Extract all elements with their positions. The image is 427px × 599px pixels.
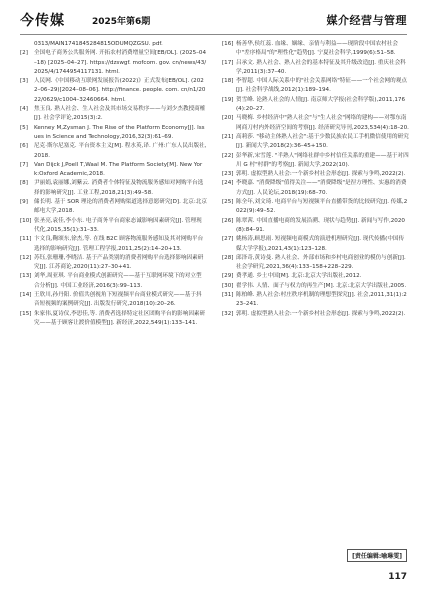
issue-label: 2025年第6期 xyxy=(92,17,151,27)
reference-text: 郭明. 虚拟型熟人社会:一个新乡村社会形态[J]. 探索与争鸣,2022(2). xyxy=(236,171,406,178)
reference-text: 刘华,周亚琪. 平台商业模式创新研究——基于互联网环境下的对立型合分析[J]. 中国工业经济,2016(3):99–113. xyxy=(34,273,202,289)
reference-item xyxy=(20,40,207,49)
reference-text: 贺雪峰. 论熟人社会的人情[J]. 南京师大学报(社会科学版),2011,176(4):20–27. xyxy=(236,96,406,113)
reference-number: [32] xyxy=(222,310,234,317)
reference-item xyxy=(20,77,207,105)
reference-item xyxy=(222,114,409,133)
reference-number: [9] xyxy=(20,199,28,206)
reference-item xyxy=(20,291,207,310)
reference-text: 王欣川,孙丹阳. 价值共创视角下短视频平台商业模式研究——基于抖音短视频的案例研究[J]. 出版发行研究,2018(10):20–26. xyxy=(34,292,202,308)
reference-number: [2] xyxy=(20,50,28,57)
reference-text: 姚杨涛,顾思雨. 短视频电商模式的演进机理研究[J]. 现代传播(中国传媒大学学报),2021,43(1):123–128. xyxy=(236,236,405,252)
reference-number: [10] xyxy=(20,217,32,224)
reference-item xyxy=(222,170,409,179)
reference-number: [19] xyxy=(222,96,234,103)
reference-item xyxy=(222,235,409,254)
reference-item xyxy=(20,254,207,273)
reference-text: 尹丽娟,袁丽娜,刘紫云. 消费者个体特征及物流服务感知对网购平台选择的影响研究[J]. 工业工程,2018,21(3):49–58. xyxy=(34,180,204,196)
reference-item xyxy=(20,235,207,254)
reference-text: 郭明. 虚拟型熟人社会:一个新乡村社会形态[J]. 探索与争鸣,2022(2). xyxy=(236,310,406,317)
reference-item xyxy=(20,217,207,236)
reference-text: 翟学伟. 人情、面子与权力的再生产[M]. 北京:北京大学出版社,2005. xyxy=(236,282,407,289)
reference-item xyxy=(222,59,409,78)
reference-item xyxy=(222,310,409,319)
page-number: 117 xyxy=(388,572,407,582)
reference-item xyxy=(222,77,409,96)
reference-number: [7] xyxy=(20,161,28,168)
reference-number: [22] xyxy=(222,152,234,159)
reference-item xyxy=(222,272,409,281)
reference-text: 陈翠茜. 中国直播电商的发展沿溯、现状与趋势[J]. 新闻与写作,2020(8):84–91. xyxy=(236,217,405,233)
reference-item xyxy=(222,282,409,291)
reference-number: [26] xyxy=(222,217,234,224)
reference-text: 李晓嘉. "消费降级"值得关注——"消费降级"是涅方理性、实惠的消费方式[J]. 人民论坛,2018(19):68–70. xyxy=(236,180,407,196)
reference-item xyxy=(20,142,207,161)
reference-number: [11] xyxy=(20,236,32,243)
reference-text: 储长明. 基于 SOR 理论的消费者网购渠道选择意愿研究[D]. 北京:北京邮电大学,2018. xyxy=(34,199,207,215)
reference-text: 人民网.《中国移动互联网发展报告(2022)》正式发布[EB/OL]. (2022–06–29)[2024–08–06]. http://finance. people. com. cn/n1/2022/0629/c1004–32460664. html. xyxy=(34,78,206,103)
reference-item xyxy=(222,40,409,59)
reference-number: [13] xyxy=(20,273,32,280)
reference-text: 张圣亮,袁佳,李小东. 电子商务平台商家态诚影响因素研究[J]. 管理现代化,2015,35(1):31–33. xyxy=(34,217,202,233)
reference-text: 费孝通. 乡土中国[M]. 北京:北京大学出版社,2012. xyxy=(236,273,362,280)
reference-text: 朱家伟,夏诗仪,李思佳,等. 消费者选择特定社区团购平台的影响因素研究——基于顾客让渡价值模型[J]. 新经济,2022,549(1):133–141. xyxy=(34,310,206,326)
reference-number: [4] xyxy=(20,106,28,113)
reference-text: 苏钰,张珊珊,李晓洁. 基于产品类别的消费者网购平台选择影响因素研究[J]. 江苏商论,2020(11):27–30+41. xyxy=(34,254,204,271)
reference-item xyxy=(222,217,409,236)
reference-number: [12] xyxy=(20,254,32,261)
reference-number: [29] xyxy=(222,273,234,280)
reference-item xyxy=(20,105,207,124)
reference-text: 尼克·斯尔尼塞克. 平台资本主义[M]. 程水英,译. 广州:广东人民出版社,2018. xyxy=(34,143,207,159)
reference-text: 全国电子商务公共服务网. 开拓农村消费增量空间[EB/OL]. (2025–04–18) [2025–04–27]. https://dzswgf. mofcom. gov. cn/news/43/2025/4/1744954117131. html. xyxy=(34,50,207,75)
reference-number: [16] xyxy=(222,41,234,47)
reference-text: 卞文良,鞠颂东,徐杰,等. 在线 B2C 顾客物流服务感知及其对网购平台选择的影响研究[J]. 管理工程学报,2011,25(2):14–20+13. xyxy=(34,236,204,252)
reference-number: [3] xyxy=(20,78,28,85)
reference-text: 杨善华,侯红蕊. 血缘、姻缘、亲情与利益——现阶段中国农村社会中"差序格局"的"理性化"趋势[J]. 宁夏社会科学,1999(6):51–58. xyxy=(236,41,398,57)
references-left-column xyxy=(20,40,207,328)
reference-item xyxy=(222,96,409,115)
reference-number: [15] xyxy=(20,310,32,317)
header-rule xyxy=(20,34,407,35)
reference-item xyxy=(20,49,207,77)
reference-number: [5] xyxy=(20,124,28,131)
reference-number: [28] xyxy=(222,254,234,261)
reference-text: Kenney M,Zysman J. The Rise of the Platform Economy[J]. Issues in Science and Technology,2016,32(3):61–69. xyxy=(34,124,205,140)
reference-text: 吕承文. 熟人社会、熟人社会的基本特征及其升级改造[J]. 重庆社会科学,2011(3):37–40. xyxy=(236,59,406,75)
reference-number: [27] xyxy=(222,236,234,243)
reference-number: [30] xyxy=(222,282,234,289)
reference-number: [24] xyxy=(222,180,234,187)
reference-item xyxy=(222,291,409,310)
editor-note: [责任编辑:喻琳雯] xyxy=(347,549,407,562)
reference-text: 马晓梅. 乡村经济中"熟人社会"与"生人社会"网络的建构——对鄂东南网商刀村内外经济空间的考察[J]. 经济研究导刊,2023,534(4):18–20. xyxy=(236,115,409,131)
reference-number: [6] xyxy=(20,143,28,150)
reference-text: 陈全年,刘文琦. 电商平台与短视频平台直播带货的比较研究[J]. 传媒,2022(9):49–52. xyxy=(236,199,408,215)
reference-item xyxy=(222,152,409,171)
reference-number: [21] xyxy=(222,133,234,140)
reference-item xyxy=(20,198,207,217)
reference-item xyxy=(20,310,207,329)
reference-item xyxy=(20,179,207,198)
reference-text: 李智超. 中国人际关系中的"社会关系网络"特征——一个社会网的观点[J]. 社会科学战线,2012(1):189–194. xyxy=(236,78,407,94)
reference-text: 焦玉良. 熟人社会、生人社会及其市场交易秩序——与刘少杰教授商榷[J]. 社会学评论,2015(3):2. xyxy=(34,106,206,122)
journal-brand: 今传媒 xyxy=(20,13,65,29)
reference-text: 陈柏峰. 熟人社会:村庄秩序机制的理想型探究[J]. 社会,2011,31(1):223–241. xyxy=(236,292,407,308)
reference-item xyxy=(222,179,409,198)
reference-number: [31] xyxy=(222,292,234,299)
reference-number: [18] xyxy=(222,78,234,85)
reference-text: 0313/MAIN1741845284815ODUMQZGSU. pdf. xyxy=(34,41,163,47)
reference-text: 彭华新,宋雪莲. "半熟人"网络社群中乡村信任关系的重建——基于对四川 G 村"村群"的考察[J]. 新闻大学,2022(10). xyxy=(236,152,409,168)
reference-number: [8] xyxy=(20,180,28,187)
reference-item xyxy=(222,254,409,273)
reference-text: 高莉莎. "移动主体熟人社会":基于少数民族农民工手机微信使用的研究[J]. 新闻大学,2018(2):36–45+150. xyxy=(236,133,409,150)
page-header xyxy=(20,8,407,34)
reference-text: 邱泽奇,黄诗曼. 熟人社会、外部市场和乡村电商创业的模仿与创新[J]. 社会学研究,2021,36(4):133–158+228–229. xyxy=(236,254,406,271)
references-right-column xyxy=(222,40,409,319)
reference-number: [17] xyxy=(222,59,234,66)
reference-number: [20] xyxy=(222,115,234,122)
reference-item xyxy=(20,272,207,291)
reference-number: [14] xyxy=(20,292,32,299)
section-title: 媒介经营与管理 xyxy=(326,14,407,27)
reference-number: [23] xyxy=(222,171,234,178)
reference-text: Van Dijck J,Poell T,Waal M. The Platform Society[M]. New York:Oxford Academic,2018. xyxy=(34,161,203,178)
reference-item xyxy=(222,198,409,217)
reference-number: [25] xyxy=(222,199,234,206)
reference-item xyxy=(20,124,207,143)
reference-item xyxy=(222,133,409,152)
reference-item xyxy=(20,161,207,180)
